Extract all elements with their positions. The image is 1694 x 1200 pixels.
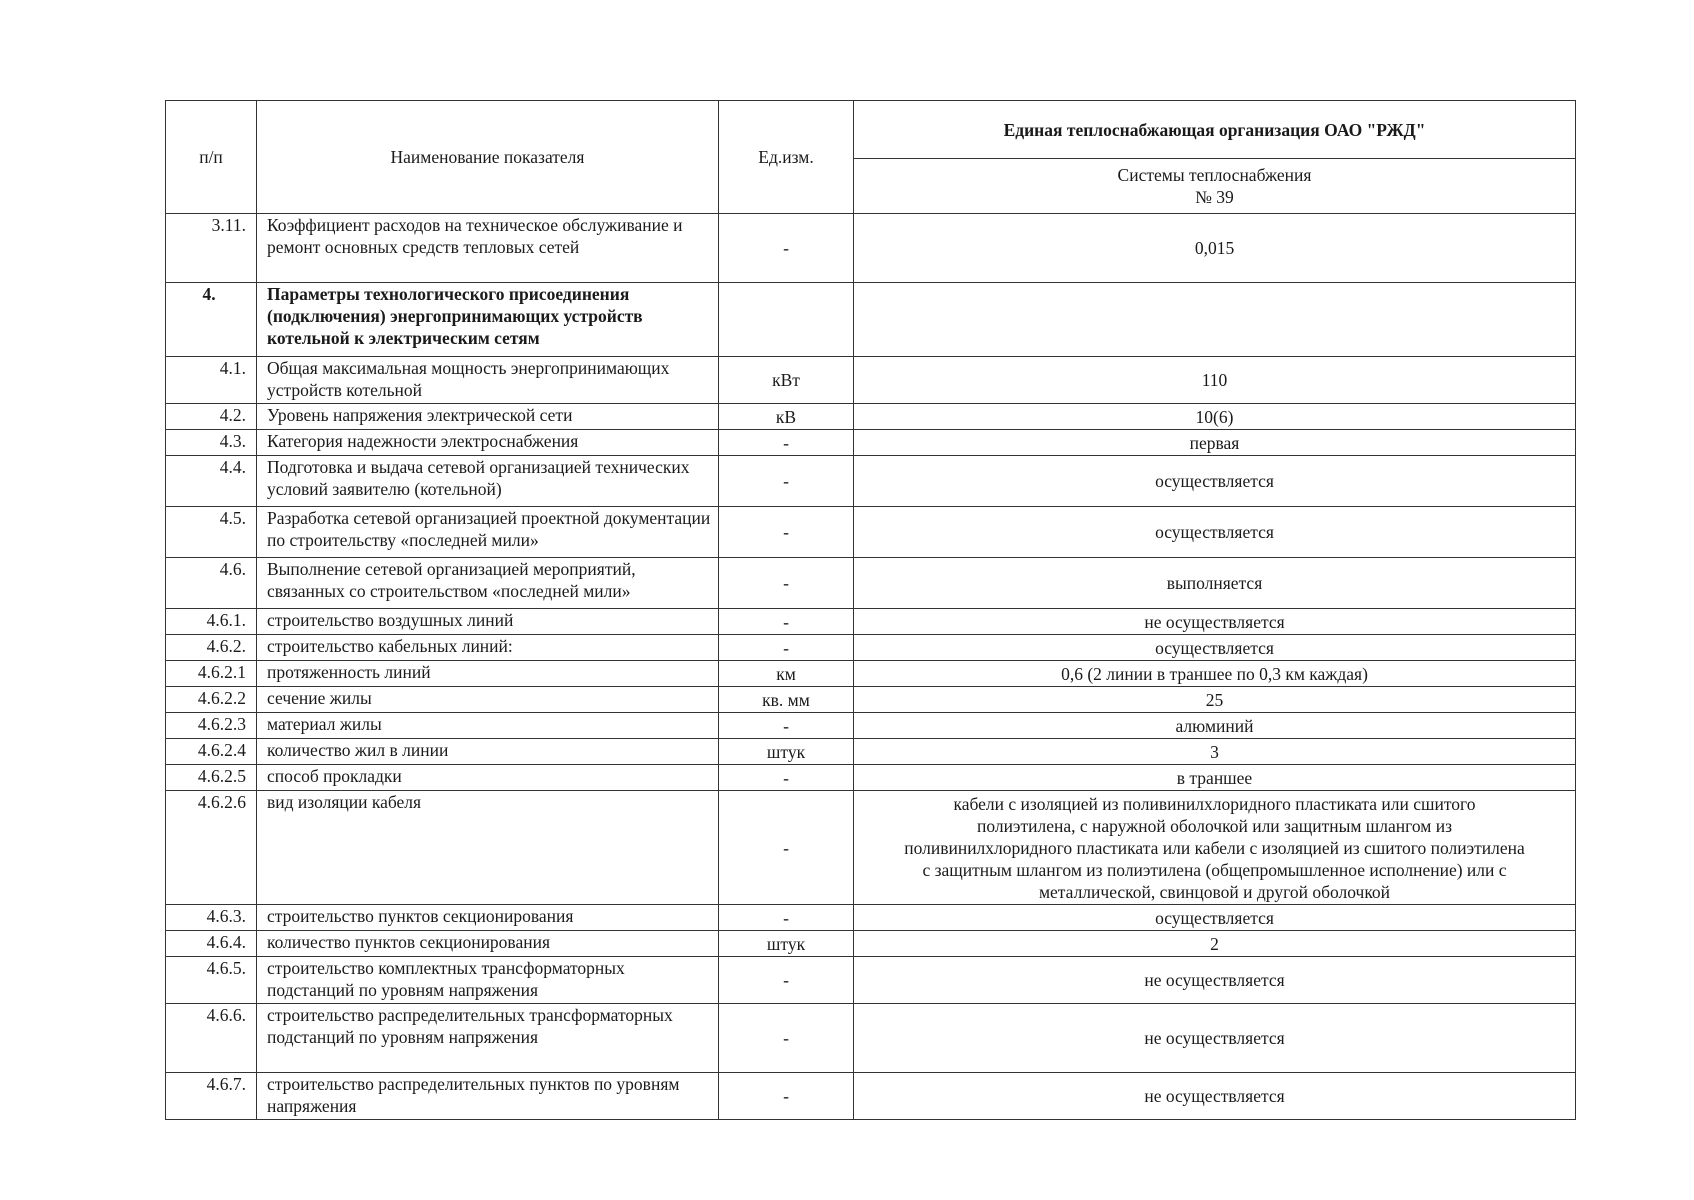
- row-number: 4.5.: [166, 507, 257, 558]
- row-unit: кВ: [719, 404, 854, 430]
- header-system-line1: Системы теплоснабжения: [1117, 165, 1312, 185]
- table-row: [166, 1073, 1576, 1120]
- table-row: [166, 931, 1576, 957]
- row-value: осуществляется: [854, 905, 1576, 931]
- row-number: 4.6.2.: [166, 635, 257, 661]
- row-name: вид изоляции кабеля: [257, 791, 719, 905]
- row-unit: -: [719, 791, 854, 905]
- row-unit: -: [719, 905, 854, 931]
- table-row: [166, 609, 1576, 635]
- row-unit: -: [719, 1073, 854, 1120]
- header-system-line2: № 39: [1195, 187, 1234, 207]
- table-row: [166, 214, 1576, 283]
- row-unit: -: [719, 1004, 854, 1073]
- row-name: количество жил в линии: [257, 739, 719, 765]
- row-unit: -: [719, 214, 854, 283]
- table-row: [166, 635, 1576, 661]
- table-row: [166, 713, 1576, 739]
- table-row: [166, 661, 1576, 687]
- row-value: первая: [854, 430, 1576, 456]
- table-row: [166, 430, 1576, 456]
- row-name: Разработка сетевой организацией проектной документации по строительству «последней мили»: [257, 507, 719, 558]
- row-number: 4.6.2.5: [166, 765, 257, 791]
- row-value: 3: [854, 739, 1576, 765]
- table-row: [166, 905, 1576, 931]
- row-unit: штук: [719, 931, 854, 957]
- row-value: осуществляется: [854, 635, 1576, 661]
- row-value: осуществляется: [854, 456, 1576, 507]
- header-name: Наименование показателя: [257, 101, 719, 214]
- row-number: 3.11.: [166, 214, 257, 283]
- row-number: 4.6.2.3: [166, 713, 257, 739]
- indicator-table: [165, 100, 1576, 1120]
- table-row: [166, 456, 1576, 507]
- table-row: [166, 739, 1576, 765]
- row-value: алюминий: [854, 713, 1576, 739]
- row-value: не осуществляется: [854, 1073, 1576, 1120]
- row-value: 25: [854, 687, 1576, 713]
- table-row: [166, 558, 1576, 609]
- row-name: Уровень напряжения электрической сети: [257, 404, 719, 430]
- row-number: 4.6.7.: [166, 1073, 257, 1120]
- row-unit: -: [719, 635, 854, 661]
- row-name: строительство распределительных пунктов по уровням напряжения: [257, 1073, 719, 1120]
- row-name: Параметры технологического присоединения (подключения) энергопринимающих устройств котельной к электрическим сетям: [257, 283, 719, 357]
- row-name: материал жилы: [257, 713, 719, 739]
- row-name: строительство комплектных трансформаторных подстанций по уровням напряжения: [257, 957, 719, 1004]
- table-row: [166, 404, 1576, 430]
- row-unit: кв. мм: [719, 687, 854, 713]
- row-name: количество пунктов секционирования: [257, 931, 719, 957]
- row-value: выполняется: [854, 558, 1576, 609]
- header-row: [166, 101, 1576, 159]
- row-value: 2: [854, 931, 1576, 957]
- row-value: не осуществляется: [854, 609, 1576, 635]
- row-number: 4.6.2.6: [166, 791, 257, 905]
- row-name: строительство воздушных линий: [257, 609, 719, 635]
- table-row: [166, 1004, 1576, 1073]
- row-name: Коэффициент расходов на техническое обслуживание и ремонт основных средств тепловых сетей: [257, 214, 719, 283]
- table-row: [166, 791, 1576, 905]
- row-name: строительство кабельных линий:: [257, 635, 719, 661]
- row-name: Подготовка и выдача сетевой организацией технических условий заявителю (котельной): [257, 456, 719, 507]
- header-org: Единая теплоснабжающая организация ОАО "РЖД": [854, 101, 1576, 159]
- row-number: 4.6.: [166, 558, 257, 609]
- row-name: строительство распределительных трансформаторных подстанций по уровням напряжения: [257, 1004, 719, 1073]
- row-value: не осуществляется: [854, 957, 1576, 1004]
- row-unit: -: [719, 713, 854, 739]
- row-number: 4.6.2.1: [166, 661, 257, 687]
- row-value: 0,015: [854, 214, 1576, 283]
- row-unit: [719, 283, 854, 357]
- row-name: строительство пунктов секционирования: [257, 905, 719, 931]
- row-number: 4.6.1.: [166, 609, 257, 635]
- row-name: протяженность линий: [257, 661, 719, 687]
- row-value: 110: [854, 357, 1576, 404]
- row-unit: -: [719, 430, 854, 456]
- row-number: 4.6.5.: [166, 957, 257, 1004]
- header-system: [854, 159, 1576, 214]
- row-unit: -: [719, 456, 854, 507]
- row-unit: -: [719, 765, 854, 791]
- row-name: способ прокладки: [257, 765, 719, 791]
- row-number: 4.6.6.: [166, 1004, 257, 1073]
- row-number: 4.2.: [166, 404, 257, 430]
- table-row: [166, 957, 1576, 1004]
- row-number: 4.6.4.: [166, 931, 257, 957]
- row-value: кабели с изоляцией из поливинилхлоридного пластиката или сшитого полиэтилена, с наружной оболочкой или защитным шлангом из поливинилхлоридного пластиката или кабели с изоляцией из сшитого полиэтилена с защитным шлангом из полиэтилена (общепромышленное исполнение) или с металлической, свинцовой и другой оболочкой: [854, 791, 1576, 905]
- row-number: 4.: [166, 283, 257, 357]
- row-unit: -: [719, 507, 854, 558]
- table-row: [166, 765, 1576, 791]
- row-unit: км: [719, 661, 854, 687]
- row-unit: штук: [719, 739, 854, 765]
- row-name: Общая максимальная мощность энергопринимающих устройств котельной: [257, 357, 719, 404]
- row-number: 4.1.: [166, 357, 257, 404]
- row-number: 4.3.: [166, 430, 257, 456]
- row-value: [854, 283, 1576, 357]
- row-value: 0,6 (2 линии в траншее по 0,3 км каждая): [854, 661, 1576, 687]
- header-num: п/п: [166, 101, 257, 214]
- row-unit: кВт: [719, 357, 854, 404]
- row-number: 4.6.2.2: [166, 687, 257, 713]
- row-value: осуществляется: [854, 507, 1576, 558]
- row-name: Выполнение сетевой организацией мероприятий, связанных со строительством «последней мили»: [257, 558, 719, 609]
- row-number: 4.6.3.: [166, 905, 257, 931]
- table-row: [166, 687, 1576, 713]
- row-value: в траншее: [854, 765, 1576, 791]
- table-row: [166, 357, 1576, 404]
- row-unit: -: [719, 558, 854, 609]
- row-number: 4.4.: [166, 456, 257, 507]
- row-unit: -: [719, 609, 854, 635]
- row-value: 10(6): [854, 404, 1576, 430]
- row-value: не осуществляется: [854, 1004, 1576, 1073]
- row-name: Категория надежности электроснабжения: [257, 430, 719, 456]
- table-row: [166, 507, 1576, 558]
- row-name: сечение жилы: [257, 687, 719, 713]
- section-row: [166, 283, 1576, 357]
- row-unit: -: [719, 957, 854, 1004]
- header-unit: Ед.изм.: [719, 101, 854, 214]
- row-number: 4.6.2.4: [166, 739, 257, 765]
